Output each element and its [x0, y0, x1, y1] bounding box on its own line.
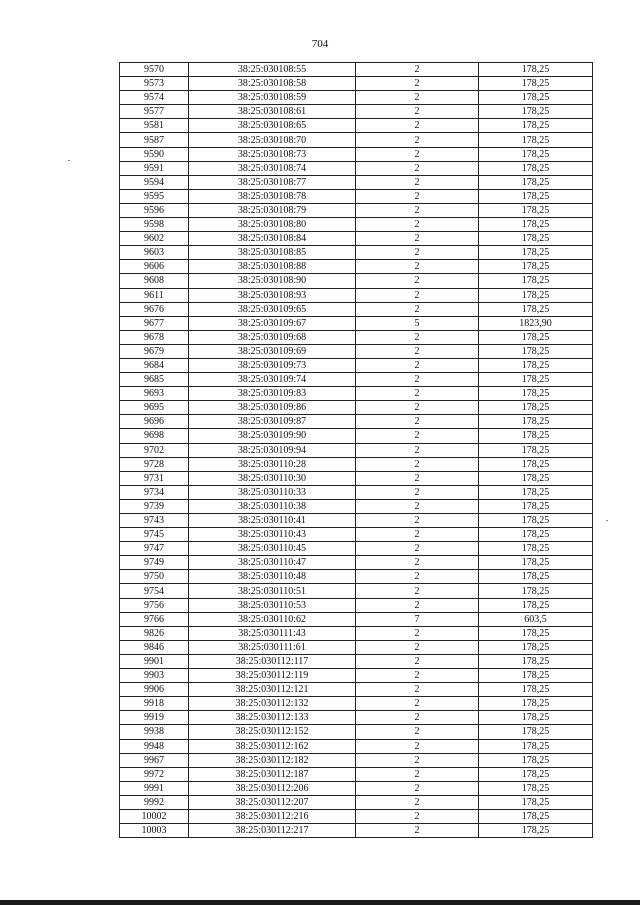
- cadastral-number-cell: 38:25:030112:187: [189, 767, 356, 781]
- quantity-cell: 2: [356, 105, 479, 119]
- table-row: [120, 711, 593, 725]
- table-row: [120, 358, 593, 372]
- table-row: [120, 415, 593, 429]
- cadastral-number-cell: 38:25:030109:74: [189, 373, 356, 387]
- row-number-cell: 9602: [120, 232, 189, 246]
- scan-speck: [606, 520, 608, 521]
- quantity-cell: 2: [356, 584, 479, 598]
- value-cell: 178,25: [479, 640, 593, 654]
- table-row: [120, 809, 593, 823]
- row-number-cell: 9677: [120, 316, 189, 330]
- row-number-cell: 9590: [120, 147, 189, 161]
- cadastral-number-cell: 38:25:030108:61: [189, 105, 356, 119]
- table-row: [120, 274, 593, 288]
- row-number-cell: 9906: [120, 683, 189, 697]
- row-number-cell: 9611: [120, 288, 189, 302]
- row-number-cell: 9591: [120, 161, 189, 175]
- quantity-cell: 2: [356, 626, 479, 640]
- cadastral-number-cell: 38:25:030109:69: [189, 344, 356, 358]
- value-cell: 178,25: [479, 344, 593, 358]
- quantity-cell: 2: [356, 739, 479, 753]
- cadastral-number-cell: 38:25:030108:59: [189, 91, 356, 105]
- row-number-cell: 9739: [120, 499, 189, 513]
- cadastral-number-cell: 38:25:030108:85: [189, 246, 356, 260]
- row-number-cell: 9608: [120, 274, 189, 288]
- table-row: [120, 556, 593, 570]
- table-row: [120, 133, 593, 147]
- value-cell: 178,25: [479, 809, 593, 823]
- table-row: [120, 739, 593, 753]
- table-row: [120, 203, 593, 217]
- value-cell: 178,25: [479, 767, 593, 781]
- registry-table-body: [120, 63, 593, 838]
- table-row: [120, 753, 593, 767]
- value-cell: 178,25: [479, 669, 593, 683]
- table-row: [120, 344, 593, 358]
- row-number-cell: 9967: [120, 753, 189, 767]
- value-cell: 603,5: [479, 612, 593, 626]
- quantity-cell: 2: [356, 640, 479, 654]
- row-number-cell: 9679: [120, 344, 189, 358]
- value-cell: 178,25: [479, 556, 593, 570]
- value-cell: 178,25: [479, 697, 593, 711]
- cadastral-number-cell: 38:25:030112:207: [189, 795, 356, 809]
- table-row: [120, 570, 593, 584]
- cadastral-number-cell: 38:25:030109:67: [189, 316, 356, 330]
- value-cell: 178,25: [479, 358, 593, 372]
- value-cell: 178,25: [479, 274, 593, 288]
- row-number-cell: 9570: [120, 63, 189, 77]
- quantity-cell: 2: [356, 725, 479, 739]
- cadastral-number-cell: 38:25:030108:88: [189, 260, 356, 274]
- quantity-cell: 2: [356, 218, 479, 232]
- row-number-cell: 9574: [120, 91, 189, 105]
- row-number-cell: 9731: [120, 471, 189, 485]
- quantity-cell: 2: [356, 358, 479, 372]
- quantity-cell: 2: [356, 260, 479, 274]
- cadastral-number-cell: 38:25:030108:84: [189, 232, 356, 246]
- value-cell: 1823,90: [479, 316, 593, 330]
- row-number-cell: 9901: [120, 654, 189, 668]
- quantity-cell: 2: [356, 189, 479, 203]
- value-cell: 178,25: [479, 499, 593, 513]
- value-cell: 178,25: [479, 133, 593, 147]
- registry-table: [119, 62, 593, 838]
- value-cell: 178,25: [479, 218, 593, 232]
- quantity-cell: 2: [356, 429, 479, 443]
- row-number-cell: 10002: [120, 809, 189, 823]
- value-cell: 178,25: [479, 542, 593, 556]
- cadastral-number-cell: 38:25:030109:87: [189, 415, 356, 429]
- cadastral-number-cell: 38:25:030112:117: [189, 654, 356, 668]
- table-row: [120, 401, 593, 415]
- value-cell: 178,25: [479, 373, 593, 387]
- value-cell: 178,25: [479, 77, 593, 91]
- row-number-cell: 9606: [120, 260, 189, 274]
- table-row: [120, 640, 593, 654]
- value-cell: 178,25: [479, 654, 593, 668]
- quantity-cell: 2: [356, 232, 479, 246]
- table-row: [120, 288, 593, 302]
- value-cell: 178,25: [479, 203, 593, 217]
- quantity-cell: 2: [356, 795, 479, 809]
- value-cell: 178,25: [479, 105, 593, 119]
- table-row: [120, 654, 593, 668]
- cadastral-number-cell: 38:25:030108:79: [189, 203, 356, 217]
- row-number-cell: 9684: [120, 358, 189, 372]
- table-row: [120, 824, 593, 838]
- table-row: [120, 373, 593, 387]
- cadastral-number-cell: 38:25:030108:93: [189, 288, 356, 302]
- row-number-cell: 9698: [120, 429, 189, 443]
- table-row: [120, 246, 593, 260]
- table-row: [120, 485, 593, 499]
- quantity-cell: 2: [356, 542, 479, 556]
- cadastral-number-cell: 38:25:030110:48: [189, 570, 356, 584]
- row-number-cell: 9766: [120, 612, 189, 626]
- table-row: [120, 781, 593, 795]
- cadastral-number-cell: 38:25:030112:217: [189, 824, 356, 838]
- cadastral-number-cell: 38:25:030110:45: [189, 542, 356, 556]
- value-cell: 178,25: [479, 119, 593, 133]
- table-row: [120, 63, 593, 77]
- quantity-cell: 5: [356, 316, 479, 330]
- row-number-cell: 9702: [120, 443, 189, 457]
- quantity-cell: 2: [356, 556, 479, 570]
- value-cell: 178,25: [479, 175, 593, 189]
- value-cell: 178,25: [479, 288, 593, 302]
- quantity-cell: 2: [356, 77, 479, 91]
- value-cell: 178,25: [479, 739, 593, 753]
- cadastral-number-cell: 38:25:030108:90: [189, 274, 356, 288]
- row-number-cell: 9743: [120, 514, 189, 528]
- table-row: [120, 626, 593, 640]
- value-cell: 178,25: [479, 471, 593, 485]
- quantity-cell: 2: [356, 330, 479, 344]
- table-row: [120, 232, 593, 246]
- cadastral-number-cell: 38:25:030108:70: [189, 133, 356, 147]
- table-row: [120, 669, 593, 683]
- table-row: [120, 147, 593, 161]
- cadastral-number-cell: 38:25:030108:73: [189, 147, 356, 161]
- value-cell: 178,25: [479, 457, 593, 471]
- cadastral-number-cell: 38:25:030112:206: [189, 781, 356, 795]
- value-cell: 178,25: [479, 781, 593, 795]
- table-row: [120, 598, 593, 612]
- quantity-cell: 2: [356, 528, 479, 542]
- quantity-cell: 2: [356, 147, 479, 161]
- value-cell: 178,25: [479, 63, 593, 77]
- cadastral-number-cell: 38:25:030109:83: [189, 387, 356, 401]
- row-number-cell: 9749: [120, 556, 189, 570]
- row-number-cell: 9603: [120, 246, 189, 260]
- value-cell: 178,25: [479, 725, 593, 739]
- row-number-cell: 9992: [120, 795, 189, 809]
- row-number-cell: 9696: [120, 415, 189, 429]
- cadastral-number-cell: 38:25:030108:55: [189, 63, 356, 77]
- quantity-cell: 2: [356, 387, 479, 401]
- table-row: [120, 429, 593, 443]
- cadastral-number-cell: 38:25:030110:28: [189, 457, 356, 471]
- table-row: [120, 175, 593, 189]
- quantity-cell: 2: [356, 91, 479, 105]
- quantity-cell: 2: [356, 767, 479, 781]
- cadastral-number-cell: 38:25:030112:132: [189, 697, 356, 711]
- quantity-cell: 2: [356, 471, 479, 485]
- row-number-cell: 9573: [120, 77, 189, 91]
- quantity-cell: 2: [356, 443, 479, 457]
- table-row: [120, 499, 593, 513]
- cadastral-number-cell: 38:25:030108:74: [189, 161, 356, 175]
- table-row: [120, 443, 593, 457]
- quantity-cell: 2: [356, 161, 479, 175]
- row-number-cell: 9595: [120, 189, 189, 203]
- value-cell: 178,25: [479, 570, 593, 584]
- table-row: [120, 725, 593, 739]
- quantity-cell: 2: [356, 119, 479, 133]
- quantity-cell: 2: [356, 401, 479, 415]
- row-number-cell: 9991: [120, 781, 189, 795]
- quantity-cell: 2: [356, 175, 479, 189]
- cadastral-number-cell: 38:25:030112:119: [189, 669, 356, 683]
- value-cell: 178,25: [479, 189, 593, 203]
- value-cell: 178,25: [479, 260, 593, 274]
- quantity-cell: 2: [356, 669, 479, 683]
- value-cell: 178,25: [479, 795, 593, 809]
- table-row: [120, 161, 593, 175]
- quantity-cell: 2: [356, 302, 479, 316]
- value-cell: 178,25: [479, 443, 593, 457]
- row-number-cell: 10003: [120, 824, 189, 838]
- value-cell: 178,25: [479, 626, 593, 640]
- table-row: [120, 584, 593, 598]
- row-number-cell: 9919: [120, 711, 189, 725]
- row-number-cell: 9577: [120, 105, 189, 119]
- quantity-cell: 2: [356, 809, 479, 823]
- quantity-cell: 2: [356, 570, 479, 584]
- row-number-cell: 9756: [120, 598, 189, 612]
- cadastral-number-cell: 38:25:030110:30: [189, 471, 356, 485]
- value-cell: 178,25: [479, 387, 593, 401]
- row-number-cell: 9826: [120, 626, 189, 640]
- cadastral-number-cell: 38:25:030110:47: [189, 556, 356, 570]
- cadastral-number-cell: 38:25:030112:162: [189, 739, 356, 753]
- quantity-cell: 2: [356, 288, 479, 302]
- quantity-cell: 2: [356, 373, 479, 387]
- quantity-cell: 2: [356, 781, 479, 795]
- row-number-cell: 9728: [120, 457, 189, 471]
- table-row: [120, 542, 593, 556]
- cadastral-number-cell: 38:25:030110:38: [189, 499, 356, 513]
- row-number-cell: 9745: [120, 528, 189, 542]
- row-number-cell: 9598: [120, 218, 189, 232]
- row-number-cell: 9596: [120, 203, 189, 217]
- cadastral-number-cell: 38:25:030111:61: [189, 640, 356, 654]
- row-number-cell: 9581: [120, 119, 189, 133]
- quantity-cell: 2: [356, 683, 479, 697]
- value-cell: 178,25: [479, 485, 593, 499]
- row-number-cell: 9693: [120, 387, 189, 401]
- value-cell: 178,25: [479, 302, 593, 316]
- cadastral-number-cell: 38:25:030112:216: [189, 809, 356, 823]
- quantity-cell: 2: [356, 415, 479, 429]
- value-cell: 178,25: [479, 429, 593, 443]
- value-cell: 178,25: [479, 584, 593, 598]
- value-cell: 178,25: [479, 598, 593, 612]
- cadastral-number-cell: 38:25:030109:90: [189, 429, 356, 443]
- value-cell: 178,25: [479, 415, 593, 429]
- value-cell: 178,25: [479, 232, 593, 246]
- value-cell: 178,25: [479, 330, 593, 344]
- quantity-cell: 2: [356, 485, 479, 499]
- table-row: [120, 218, 593, 232]
- quantity-cell: 2: [356, 598, 479, 612]
- cadastral-number-cell: 38:25:030110:53: [189, 598, 356, 612]
- row-number-cell: 9678: [120, 330, 189, 344]
- quantity-cell: 2: [356, 499, 479, 513]
- value-cell: 178,25: [479, 147, 593, 161]
- row-number-cell: 9695: [120, 401, 189, 415]
- cadastral-number-cell: 38:25:030110:51: [189, 584, 356, 598]
- quantity-cell: 2: [356, 514, 479, 528]
- quantity-cell: 2: [356, 203, 479, 217]
- value-cell: 178,25: [479, 91, 593, 105]
- cadastral-number-cell: 38:25:030110:43: [189, 528, 356, 542]
- row-number-cell: 9594: [120, 175, 189, 189]
- quantity-cell: 2: [356, 753, 479, 767]
- cadastral-number-cell: 38:25:030110:33: [189, 485, 356, 499]
- table-row: [120, 795, 593, 809]
- row-number-cell: 9846: [120, 640, 189, 654]
- row-number-cell: 9903: [120, 669, 189, 683]
- quantity-cell: 2: [356, 457, 479, 471]
- row-number-cell: 9938: [120, 725, 189, 739]
- value-cell: 178,25: [479, 528, 593, 542]
- row-number-cell: 9587: [120, 133, 189, 147]
- value-cell: 178,25: [479, 514, 593, 528]
- row-number-cell: 9676: [120, 302, 189, 316]
- quantity-cell: 7: [356, 612, 479, 626]
- table-row: [120, 302, 593, 316]
- cadastral-number-cell: 38:25:030112:133: [189, 711, 356, 725]
- cadastral-number-cell: 38:25:030109:86: [189, 401, 356, 415]
- page-number: 704: [311, 38, 329, 50]
- quantity-cell: 2: [356, 246, 479, 260]
- scan-edge: [0, 900, 640, 905]
- value-cell: 178,25: [479, 401, 593, 415]
- cadastral-number-cell: 38:25:030110:62: [189, 612, 356, 626]
- value-cell: 178,25: [479, 824, 593, 838]
- row-number-cell: 9948: [120, 739, 189, 753]
- quantity-cell: 2: [356, 824, 479, 838]
- quantity-cell: 2: [356, 133, 479, 147]
- row-number-cell: 9754: [120, 584, 189, 598]
- quantity-cell: 2: [356, 697, 479, 711]
- cadastral-number-cell: 38:25:030109:94: [189, 443, 356, 457]
- cadastral-number-cell: 38:25:030108:78: [189, 189, 356, 203]
- table-row: [120, 316, 593, 330]
- scan-speck: [68, 160, 70, 161]
- table-row: [120, 767, 593, 781]
- table-row: [120, 457, 593, 471]
- cadastral-number-cell: 38:25:030108:65: [189, 119, 356, 133]
- quantity-cell: 2: [356, 344, 479, 358]
- value-cell: 178,25: [479, 683, 593, 697]
- value-cell: 178,25: [479, 753, 593, 767]
- cadastral-number-cell: 38:25:030109:68: [189, 330, 356, 344]
- table-row: [120, 471, 593, 485]
- table-row: [120, 260, 593, 274]
- table-row: [120, 77, 593, 91]
- row-number-cell: 9918: [120, 697, 189, 711]
- table-row: [120, 387, 593, 401]
- table-row: [120, 119, 593, 133]
- table-row: [120, 683, 593, 697]
- cadastral-number-cell: 38:25:030108:77: [189, 175, 356, 189]
- table-row: [120, 514, 593, 528]
- table-row: [120, 189, 593, 203]
- cadastral-number-cell: 38:25:030110:41: [189, 514, 356, 528]
- quantity-cell: 2: [356, 63, 479, 77]
- cadastral-number-cell: 38:25:030108:58: [189, 77, 356, 91]
- table-row: [120, 91, 593, 105]
- table-row: [120, 330, 593, 344]
- cadastral-number-cell: 38:25:030112:121: [189, 683, 356, 697]
- row-number-cell: 9734: [120, 485, 189, 499]
- table-row: [120, 105, 593, 119]
- row-number-cell: 9747: [120, 542, 189, 556]
- cadastral-number-cell: 38:25:030111:43: [189, 626, 356, 640]
- cadastral-number-cell: 38:25:030112:182: [189, 753, 356, 767]
- table-row: [120, 697, 593, 711]
- table-row: [120, 528, 593, 542]
- row-number-cell: 9750: [120, 570, 189, 584]
- quantity-cell: 2: [356, 274, 479, 288]
- cadastral-number-cell: 38:25:030109:65: [189, 302, 356, 316]
- quantity-cell: 2: [356, 654, 479, 668]
- cadastral-number-cell: 38:25:030108:80: [189, 218, 356, 232]
- cadastral-number-cell: 38:25:030112:152: [189, 725, 356, 739]
- table-row: [120, 612, 593, 626]
- value-cell: 178,25: [479, 161, 593, 175]
- cadastral-number-cell: 38:25:030109:73: [189, 358, 356, 372]
- row-number-cell: 9685: [120, 373, 189, 387]
- value-cell: 178,25: [479, 711, 593, 725]
- row-number-cell: 9972: [120, 767, 189, 781]
- value-cell: 178,25: [479, 246, 593, 260]
- quantity-cell: 2: [356, 711, 479, 725]
